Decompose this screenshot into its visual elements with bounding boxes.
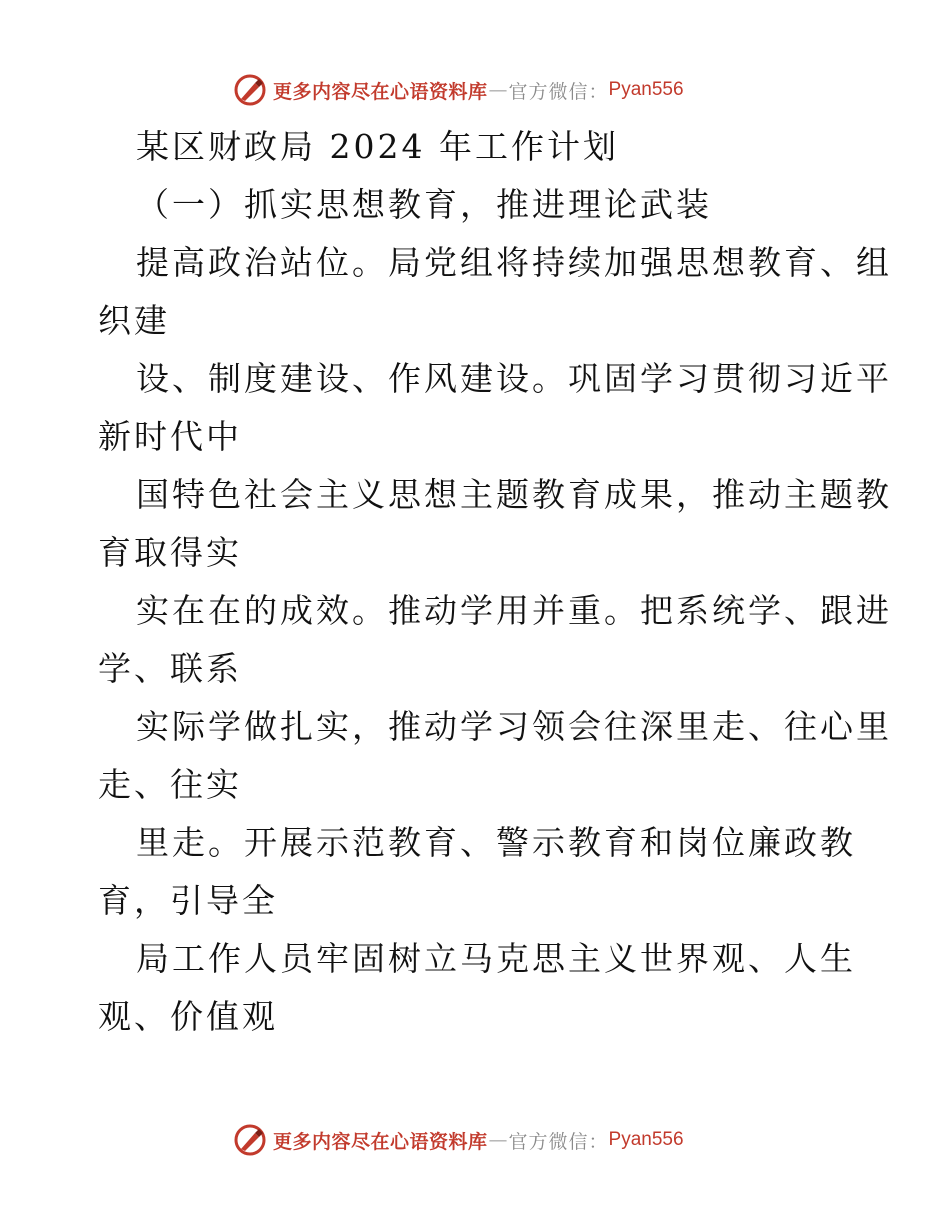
body-line: 织建 (98, 301, 170, 340)
watermark-wechat-label: 官方微信： (508, 1130, 609, 1153)
body-line: 提高政治站位。局党组将持续加强思想教育、组 (136, 243, 892, 282)
body-line: 设、制度建设、作风建设。巩固学习贯彻习近平 (136, 359, 892, 398)
watermark-wechat-id: Pyan556 (608, 1129, 684, 1150)
body-line: 走、往实 (98, 765, 242, 804)
body-line: 育，引导全 (98, 881, 278, 920)
footer-watermark (233, 1122, 684, 1158)
body-line: 观、价值观 (98, 997, 278, 1036)
watermark-site: 更多内容尽在心语资料库 (273, 1130, 488, 1153)
pen-circle-icon (233, 73, 267, 107)
watermark-wechat-id: Pyan556 (608, 79, 684, 100)
body-line: 育取得实 (98, 533, 242, 572)
pen-circle-icon (233, 1123, 267, 1157)
body-line: 新时代中 (98, 417, 242, 456)
body-line: 里走。开展示范教育、警示教育和岗位廉政教 (136, 823, 856, 862)
watermark-wechat-label: 官方微信： (508, 80, 609, 103)
body-line: 实际学做扎实，推动学习领会往深里走、往心里 (136, 707, 892, 746)
body-line: 国特色社会主义思想主题教育成果，推动主题教 (136, 475, 892, 514)
header-watermark (233, 72, 684, 108)
section-heading: （一）抓实思想教育，推进理论武装 (136, 185, 712, 224)
watermark-site: 更多内容尽在心语资料库 (273, 80, 488, 103)
watermark-separator: — (488, 79, 508, 101)
watermark-separator: — (488, 1129, 508, 1151)
document-title: 某区财政局 2024 年工作计划 (136, 127, 619, 166)
document-body (98, 118, 892, 1046)
body-line: 学、联系 (98, 649, 242, 688)
body-line: 局工作人员牢固树立马克思主义世界观、人生 (136, 939, 856, 978)
body-line: 实在在的成效。推动学用并重。把系统学、跟进 (136, 591, 892, 630)
